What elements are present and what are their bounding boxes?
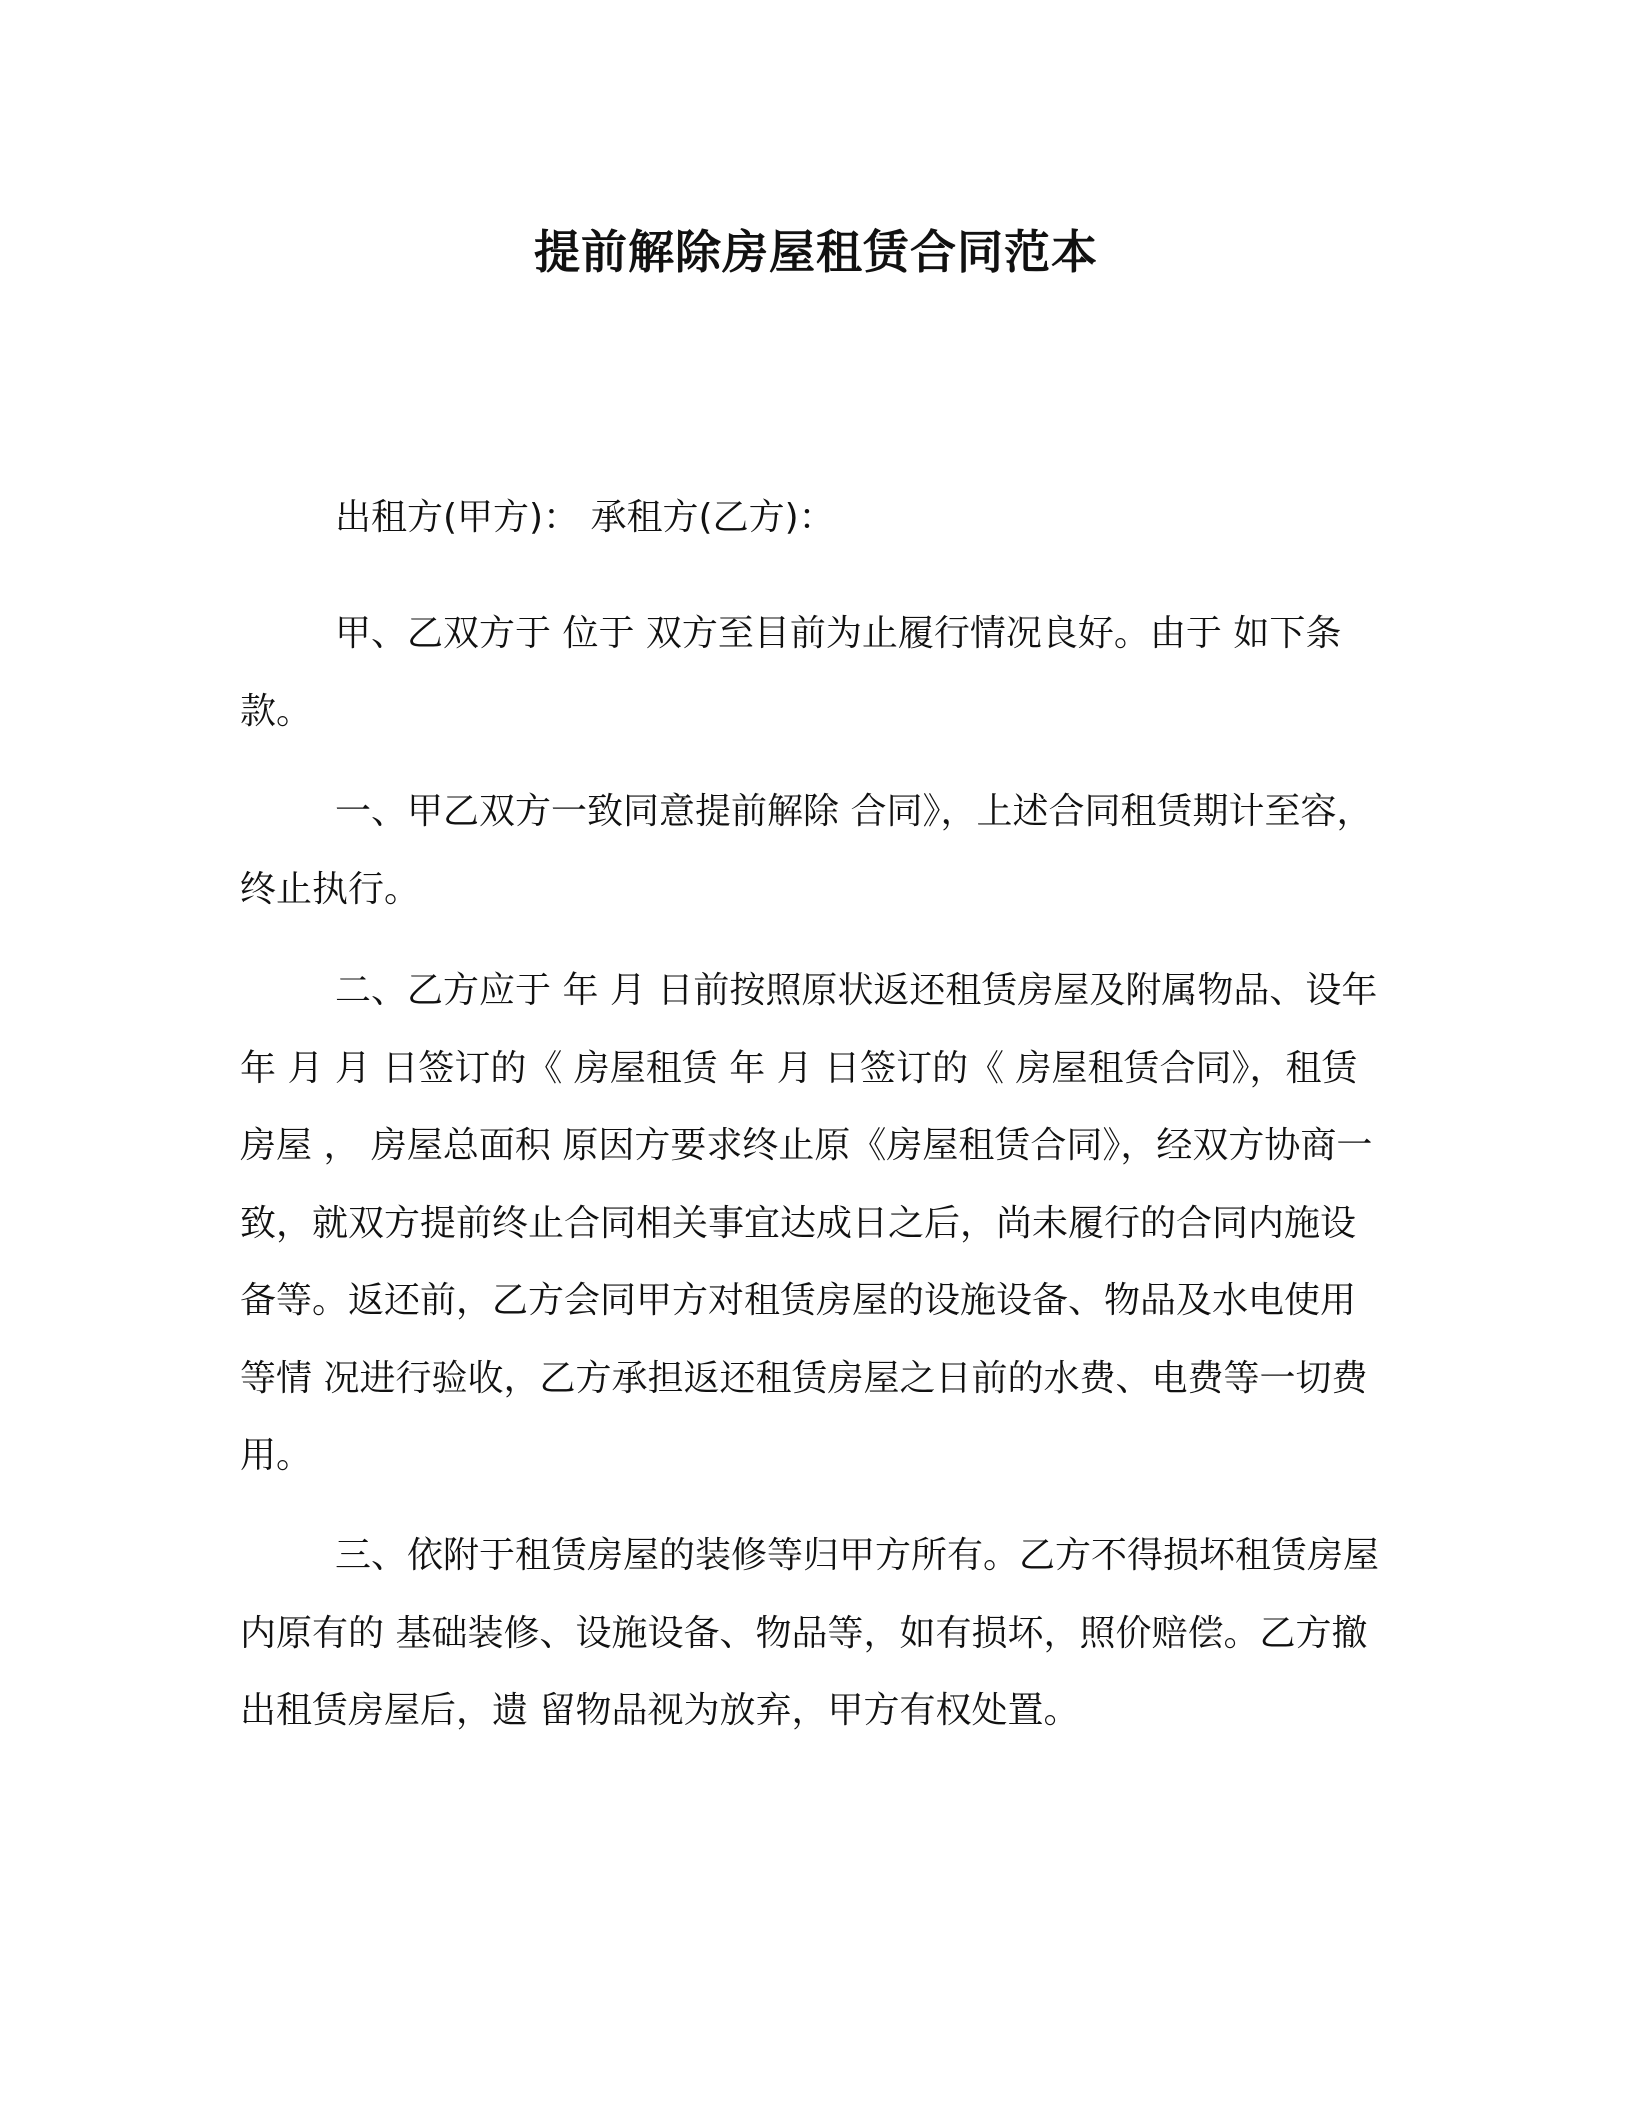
document-title: 提前解除房屋租赁合同范本 bbox=[534, 225, 1098, 279]
paragraph-clause-3: 三、依附于租赁房屋的装修等归甲方所有。乙方不得损坏租赁房屋内原有的 基础装修、设施设备、物品等，如有损坏，照价赔偿。乙方撤出租赁房屋后，遗 留物品视为放弃，甲方有权处置。 bbox=[240, 1535, 1380, 1731]
paragraph-clause-1: 一、甲乙双方一致同意提前解除 合同》，上述合同租赁期计至容，终止执行。 bbox=[240, 791, 1373, 910]
paragraph-intro: 甲、乙双方于 位于 双方至目前为止履行情况良好。由于 如下条款。 bbox=[240, 613, 1342, 732]
parties-line: 出租方(甲方)： 承租方(乙方)： bbox=[335, 497, 835, 538]
paragraph-clause-2: 二、乙方应于 年 月 日前按照原状返还租赁房屋及附属物品、设年 年 月 月 日签订的《 房屋租赁 年 月 日签订的《 房屋租赁合同》，租赁房屋 ， 房屋总面积 原因方要求终止原《房屋租赁合同》，经双方协商一致，就双方提前终止合同相关事宜达成日之后，尚未履行的合同内施设备等。返还前，乙方会同甲方对租赁房屋的设施设备、物品及水电使用等情 况进行验收，乙方承担返还租赁房屋之日前的水费、电费等一切费用。 bbox=[240, 970, 1378, 1476]
